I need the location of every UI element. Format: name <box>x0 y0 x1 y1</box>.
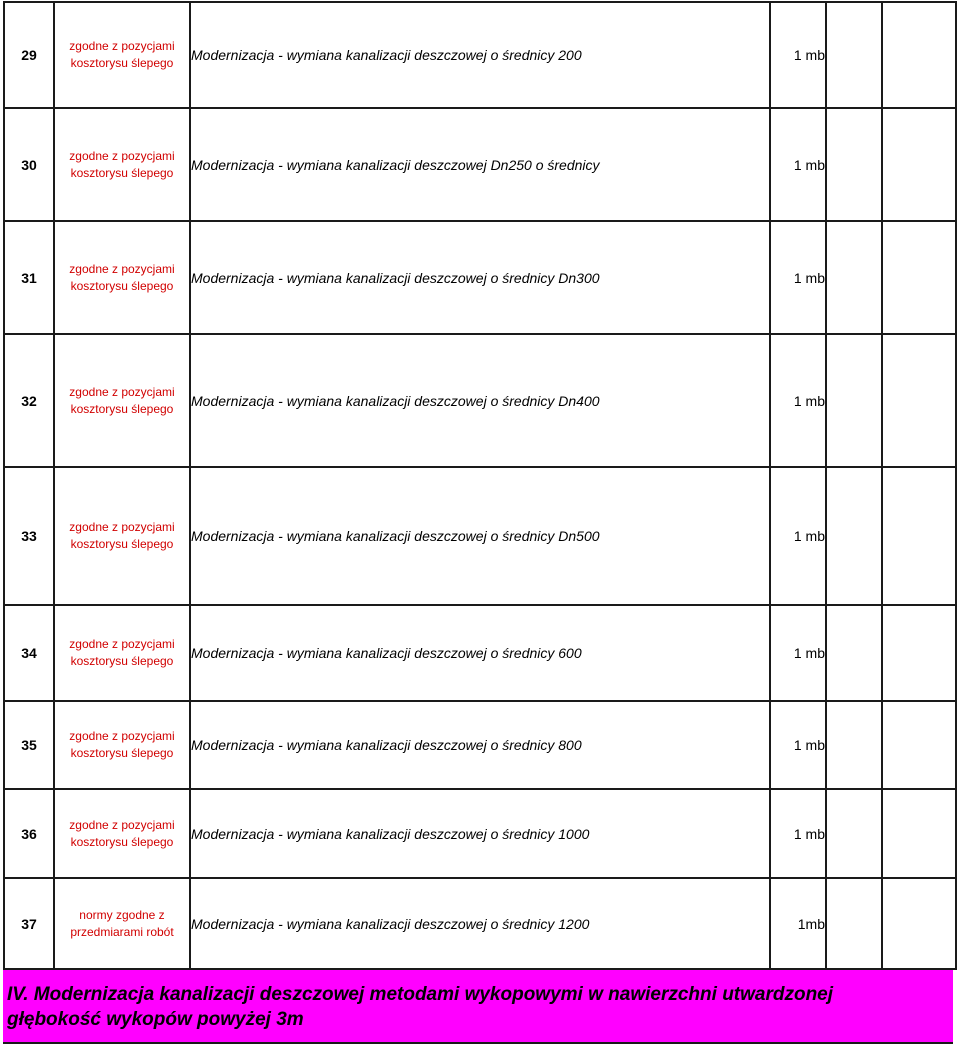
quantity-cell[interactable] <box>826 108 882 221</box>
value-cell[interactable] <box>882 334 956 467</box>
quantity-cell[interactable] <box>826 2 882 108</box>
row-number: 30 <box>4 108 54 221</box>
unit-cell: 1 mb <box>770 2 826 108</box>
basis-line: kosztorysu ślepego <box>70 746 174 760</box>
quantity-cell[interactable] <box>826 221 882 334</box>
description-cell: Modernizacja - wymiana kanalizacji deszczowej o średnicy 1000 <box>190 789 770 878</box>
row-number: 36 <box>4 789 54 878</box>
row-number: 33 <box>4 467 54 605</box>
basis-line: kosztorysu ślepego <box>70 834 174 849</box>
cost-estimate-table <box>3 1 957 970</box>
value-cell[interactable] <box>882 467 956 605</box>
basis-cell <box>54 2 190 108</box>
quantity-cell[interactable] <box>826 467 882 605</box>
quantity-cell[interactable] <box>826 605 882 701</box>
description-cell: Modernizacja - wymiana kanalizacji deszczowej o średnicy Dn300 <box>190 221 770 334</box>
table-row <box>4 701 956 789</box>
basis-line: kosztorysu ślepego <box>70 537 174 551</box>
description-cell: Modernizacja - wymiana kanalizacji deszczowej o średnicy 600 <box>190 605 770 701</box>
basis-cell <box>54 334 190 467</box>
basis-cell <box>54 701 190 789</box>
unit-cell: 1 mb <box>770 605 826 701</box>
description-cell: Modernizacja - wymiana kanalizacji deszczowej o średnicy 200 <box>190 2 770 108</box>
table-row <box>4 108 956 221</box>
quantity-cell[interactable] <box>826 878 882 969</box>
row-number: 34 <box>4 605 54 701</box>
basis-cell <box>54 878 190 969</box>
description-cell: Modernizacja - wymiana kanalizacji deszczowej o średnicy 800 <box>190 701 770 789</box>
description-cell: Modernizacja - wymiana kanalizacji deszczowej o średnicy Dn400 <box>190 334 770 467</box>
basis-cell <box>54 605 190 701</box>
basis-line: zgodne z pozycjami <box>69 520 175 534</box>
value-cell[interactable] <box>882 221 956 334</box>
description-cell: Modernizacja - wymiana kanalizacji deszczowej o średnicy 1200 <box>190 878 770 969</box>
description-cell: Modernizacja - wymiana kanalizacji deszczowej o średnicy Dn500 <box>190 467 770 605</box>
basis-line: normy zgodne z <box>79 907 165 922</box>
unit-cell: 1 mb <box>770 334 826 467</box>
basis-line: zgodne z pozycjami <box>69 817 175 832</box>
basis-line: kosztorysu ślepego <box>70 56 174 70</box>
table-row <box>4 467 956 605</box>
section-heading <box>3 968 953 1044</box>
basis-cell <box>54 221 190 334</box>
section-heading-line: głębokość wykopów powyżej 3m <box>7 1009 304 1030</box>
basis-cell <box>54 467 190 605</box>
unit-cell: 1mb <box>770 878 826 969</box>
quantity-cell[interactable] <box>826 701 882 789</box>
basis-line: kosztorysu ślepego <box>70 654 174 668</box>
unit-cell: 1 mb <box>770 701 826 789</box>
unit-cell: 1 mb <box>770 108 826 221</box>
unit-cell: 1 mb <box>770 467 826 605</box>
unit-cell: 1 mb <box>770 221 826 334</box>
table-row <box>4 334 956 467</box>
row-number: 37 <box>4 878 54 969</box>
description-cell: Modernizacja - wymiana kanalizacji deszczowej Dn250 o średnicy <box>190 108 770 221</box>
value-cell[interactable] <box>882 701 956 789</box>
row-number: 35 <box>4 701 54 789</box>
basis-line: zgodne z pozycjami <box>69 384 175 399</box>
value-cell[interactable] <box>882 878 956 969</box>
basis-line: zgodne z pozycjami <box>69 148 175 163</box>
table-row <box>4 878 956 969</box>
unit-cell: 1 mb <box>770 789 826 878</box>
row-number: 29 <box>4 2 54 108</box>
table-row <box>4 221 956 334</box>
basis-line: zgodne z pozycjami <box>69 637 175 651</box>
basis-line: zgodne z pozycjami <box>69 39 175 53</box>
basis-cell <box>54 789 190 878</box>
value-cell[interactable] <box>882 108 956 221</box>
section-heading-line: IV. Modernizacja kanalizacji deszczowej metodami wykopowymi w nawierzchni utwardzonej <box>7 984 834 1005</box>
quantity-cell[interactable] <box>826 789 882 878</box>
table-row <box>4 789 956 878</box>
row-number: 31 <box>4 221 54 334</box>
basis-cell <box>54 108 190 221</box>
quantity-cell[interactable] <box>826 334 882 467</box>
basis-line: kosztorysu ślepego <box>70 278 174 293</box>
table-row <box>4 2 956 108</box>
basis-line: zgodne z pozycjami <box>69 261 175 276</box>
basis-line: kosztorysu ślepego <box>70 165 174 180</box>
table-row <box>4 605 956 701</box>
value-cell[interactable] <box>882 789 956 878</box>
row-number: 32 <box>4 334 54 467</box>
basis-line: przedmiarami robót <box>70 924 174 939</box>
value-cell[interactable] <box>882 2 956 108</box>
basis-line: zgodne z pozycjami <box>69 729 175 743</box>
value-cell[interactable] <box>882 605 956 701</box>
basis-line: kosztorysu ślepego <box>70 401 174 416</box>
